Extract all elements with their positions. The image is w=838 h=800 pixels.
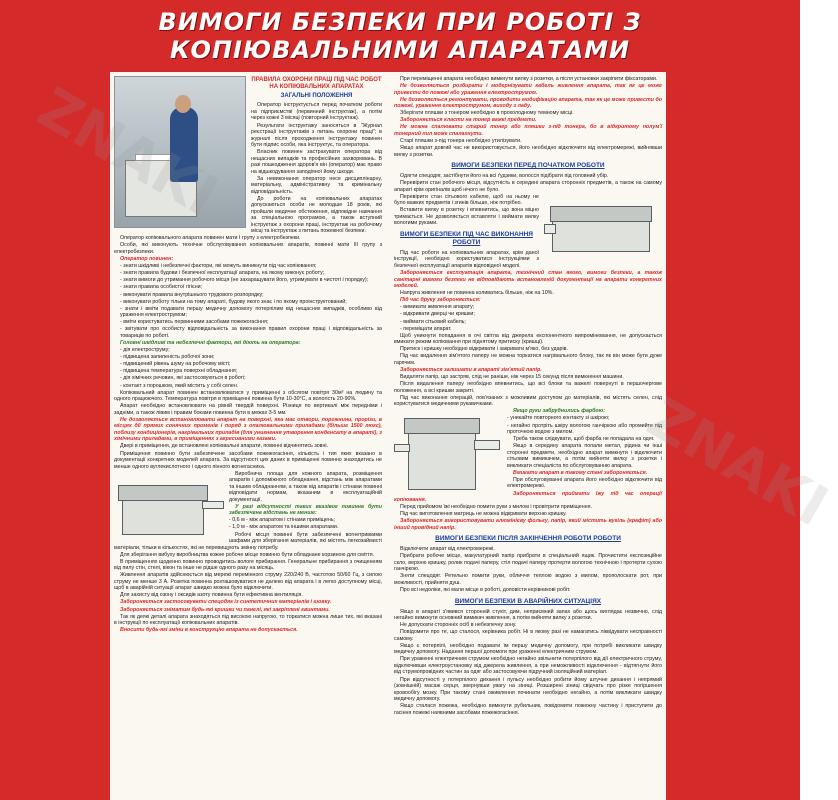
right-paragraph: Перевірити стан сітьового кабелю, щоб на ньому не було важких предметів і згинів більше, ніж потрібно. — [394, 193, 539, 207]
right-paragraph: Під час видалення зім'ятого паперу не можна торкатися нагрівального блоку, так як він може бути дуже гарячим. — [394, 353, 662, 366]
rules-title: ПРАВИЛА ОХОРОНИ ПРАЦІ ПІД ЧАС РОБОТ НА КОПІЮВАЛЬНИХ АПАРАТАХ — [251, 77, 382, 91]
right-paragraph: Старі пляшки з-під тонера необхідно утилізувати. — [400, 138, 522, 145]
left-paragraph: Результати інструктажу заносяться в "Журнал реєстрації інструктажів з питань охорони праці"; в журналі після проходження інструктажу повинен бути підпис особи, яка інструктує, та оператора. — [251, 122, 382, 148]
warning-text: Забороняється використовувати алюмінієву фольгу, папір, який містить вугіль (графіт) або інший провідний напір. — [394, 518, 662, 531]
duty-item: - знати вимоги до утримання робочого місця (не захаращувати його, утримувати в чистоті і порядку); — [120, 277, 369, 284]
forbid-item: - переміщати апарат. — [400, 325, 452, 332]
distance-title: У разі відсутності таких вказівок повинна бути забезпечена відстань не менше: — [229, 503, 382, 517]
hazard-item: - дія хімічних речовин, які застосовуються в роботі; — [120, 375, 246, 382]
warning-text: Забороняється зніматим будь-які кришки чи панелі, які закріплені гвинтами. — [120, 606, 330, 613]
hazard-item: - контакт з порошком, який містить у собі селен. — [120, 382, 239, 389]
warning-text: Забороняється залишати в апараті зім'ятий папір. — [400, 366, 542, 373]
hazard-item: - підвищена температура поверхні обладнання; — [120, 368, 238, 375]
warning-text: Забороняється приймати їжу під час операції копіювання. — [394, 490, 662, 503]
duty-item: - знати шкідливі і небезпечні фактори, які можуть виникнути під час копіювання; — [120, 263, 317, 270]
warning-text: Забороняється експлуатація апарата, технічний стан якого, вимоги безпеки, а також санітарні вимоги безпеки не відповідають встановленій документації на апарати конкретних моделей. — [394, 270, 662, 290]
content-panel — [110, 72, 666, 800]
right-column — [394, 76, 662, 800]
photo-paper-shape — [135, 154, 172, 161]
hazard-item: - дія електроструму; — [120, 347, 170, 354]
left-paragraph: Особи, які виконують технічне обслуговування копіювальних апаратів, повинні мати ІІІ групу з електробезпеки. — [114, 242, 382, 255]
warning-text: Не можна спалювати старий тонер або пляшки з-під тонера, бо в відкритому полум'ї тонерний пил може спалахнути. — [394, 124, 662, 137]
duty-item: - знати правила будови і безпечної експлуатації апарата, на якому виконує роботу; — [120, 270, 325, 277]
right-paragraph: Перед прийомом їжі необхідно помити руки з милом і провітрити приміщення. — [400, 504, 592, 511]
duty-item: - знати правила особистої гігієни; — [120, 284, 203, 291]
distance-item: - 1,0 м - між апаратом та іншими апаратами. — [229, 524, 339, 531]
right-paragraph: Про всі недоліки, які мали місце в роботі, доповісти керівникові робіт. — [400, 587, 571, 594]
left-paragraph: До роботи на копіювальних апаратах допускаються особи не молодше 18 років, які пройшли медичне обстеження, відповідне навчання за спеціальною програмою, а також вступний інструктаж з охорони праці, інструктаж на робочому місці та інструктаж з питань пожежної безпеки. — [251, 195, 382, 235]
duty-title: Оператор повинен: — [120, 256, 174, 263]
right-paragraph: Під час роботи на копіювальних апаратах, крім даної інструкції, необхідно користуватися інструкціями з безпечної експлуатації апаратів відповідної моделі. — [394, 249, 539, 269]
left-column — [114, 76, 382, 800]
right-paragraph: При переміщенні апарата необхідно вимкнути вилку з розетки, а після установки закрiпити фіксаторами. — [400, 76, 658, 82]
left-paragraph: Робочі місця повинні бути забезпечені вогнетривкими шафами для зберігання матеріалів, які містять легкозаймисті матеріали, тільки в кількостях, які не перевищують змінну потребу. — [114, 531, 382, 551]
right-paragraph: Під час виготовлення матриць не можна відкривати верхню кришку. — [400, 511, 567, 518]
right-paragraph: Після видалення паперу необхідно впевнитись, що всі блоки та важелі повернуті в першочергове положення, а всі кришки закриті. — [394, 381, 662, 394]
left-paragraph: Для зберігання вибуху виробництва кожне робоче місце повинно бути обладнане корзиною для сміття. — [120, 551, 375, 558]
right-paragraph: Зняти спецодяг. Ретельно помити руки, обличчя теплою водою з милом, прополоскати рот, при можливості, прийняти душ. — [394, 573, 662, 586]
during-work-title: ВИМОГИ БЕЗПЕКИ ПІД ЧАС ВИКОНАННЯ РОБОТИ — [400, 230, 533, 246]
duty-item: - звітувати про особисту відповідальність за виконання правил охорони праці і відповідальність за товариців по роботі. — [120, 326, 382, 339]
right-paragraph: Одягти спецодяг, застібнути його на всі ґудзики, волосся підібрати під головний убір. — [400, 173, 609, 180]
right-paragraph: При відсутності у потерпілого дихання і пульсу необхідно робити йому штучне дихання і непрямий (зовнішній) масаж серця, звернувши увагу на зіниці. Розширені зіниці свідчать про різке погіршення кровообігу мозку. При такому стані оживлення починати необхідно негайно, а потім викликати швидку медичну допомогу. — [394, 676, 662, 703]
right-paragraph: Відключити апарат від електромережі. — [400, 546, 495, 553]
left-paragraph: Оператор копіювального апарата повинен мати І групу з електробезпеки. — [120, 235, 301, 242]
hazard-title: Головні шкідливі та небезпечні фактори, які діють на оператора: — [120, 340, 301, 346]
before-work-title: ВИМОГИ БЕЗПЕКИ ПЕРЕД ПОЧАТКОМ РОБОТИ — [451, 162, 605, 170]
warning-text: Вмикати апарат в такому стані забороняється. — [513, 469, 648, 476]
left-paragraph: За невиконання оператор несе дисциплінарну, матеріальну, адміністративну та кримінальну відповідальність. — [251, 175, 382, 195]
warning-text: Забороняється класти на тонер важкі предмети. — [400, 117, 537, 124]
copier-illustration-2 — [544, 194, 662, 260]
warning-text: Не дозволяється ремонтувати, проводити модифікацію апарата, так як це може привести до пожежі, ураження електрострумом, виходу з ладу. — [394, 96, 662, 110]
watermark-text: ZNAKI — [636, 385, 838, 540]
left-paragraph: Для захисту від озону і оксидів азоту повинна бути ефективна вентиляція. — [120, 592, 303, 599]
hazard-item: - підвищений рівень шуму на робочому місті; — [120, 361, 231, 368]
right-paragraph: Напруга живлення не повинна коливатись більше, ніж на 10%. — [400, 290, 554, 297]
dirty-hands-title: Якщо руки забруднились фарбою: — [513, 408, 606, 415]
right-paragraph: Прибрати робоче місце, макулатурний папір прибрати в спеціальний ящик. Прочистити експозиційне скло, верхню кришку, ролик подачі паперу, стіл подачі паперу протерти вологою технічною і протерти сухою ганчіркою. — [394, 553, 662, 573]
dirty-hands-item: - уникайте повторного контакту зі шкірою; — [507, 415, 610, 422]
warning-text: Не дозволяється розбирати і модернізувати кабель живлення апарата, так як це може привести до пожежі або ураження електрострумом. — [394, 83, 662, 96]
right-paragraph: Зберігати пляшки з тонером необхідно в прохолодному темному місці. — [400, 110, 574, 117]
right-paragraph: Якщо сталася пожежа, необхідно вимкнути рубильник, повідомити пожежну частину і приступити до гасіння пожежі наявними засобами пожежогасіння. — [394, 703, 662, 716]
left-paragraph: Оператор інструктується перед початком роботи на підприємстві (первинний інструктаж), а потім через кожні 3 місяці (повторний інструктаж). — [251, 102, 382, 122]
right-paragraph: Якщо в середину апарата попали метал, рідина чи інші сторонні предмети, необхідно апарат вимкнути і відключити сітьовим вимикачем, а потім вийняти вилку з розетки і викликати спеціаліста по обслуговуванню апарата. — [507, 443, 662, 469]
left-paragraph: Живлення апаратів здійснюється від мережі перемінного струму 220/240 В, частотою 50/60 Гц, з силою струму не менше 3 А. Розетка повинна розташовуватися не далеко від апарата і в легко доступному місці, щоб в аварійній ситуації апарат швидко можна було відключити. — [114, 572, 382, 592]
right-paragraph: Щоб уникнути попадання в очі світла від джерела експонентного випромінювання, не допускається вмикати режим копіювання при піднятому притиску (кришці). — [394, 332, 662, 346]
after-work-title: ВИМОГИ БЕЗПЕКИ ПІСЛЯ ЗАКІНЧЕННЯ РОБОТИ РОБОТИ — [435, 535, 621, 543]
photo-head-shape — [175, 95, 191, 113]
right-paragraph: Перевірити стан робочого місця, відсутність в середині апарата сторонніх предметів, а також на самому апараті крім оригіналів щоб нічого не було. — [394, 180, 662, 193]
right-paragraph: Не допускати сторонніх осіб в небезпечну зону. — [400, 622, 517, 629]
title-line-1: ВИМОГИ БЕЗПЕКИ ПРИ РОБОТІ З — [158, 8, 642, 36]
right-paragraph: Притиск і кришку необхідно відкривати і закривати м'яко, без ударів. — [400, 346, 568, 353]
copier-illustration-1 — [114, 471, 224, 541]
right-paragraph: При ураженні електричним струмом необхідно негайно звільнити потерпілого від дії електричного струму, відключивши електроустановку від джерела живлення, а при неможливості відключення - відтягнути його від струмопровідних частин за одяг або застосовуючи підручний ізоляційний матеріал. — [394, 656, 662, 676]
warning-text: Забороняється застосовувати спецодяг із синтетичних матеріалів і шовку. — [120, 599, 332, 606]
left-paragraph: Двері в приміщення, де встановлені копіювальні апарати, повинні відчинятись зовні. — [120, 443, 329, 450]
right-paragraph: Під час виконання операцій, пов'язаних з можливим доступом до матеріалів, які містять селен, слід користуватися медичними рукавичками. — [394, 394, 662, 408]
distance-item: - 0,6 м - між апаратом і стінами приміщень; — [229, 517, 336, 524]
right-paragraph: При обслуговуванні апарата його необхідно відключити від електромережі. — [507, 476, 662, 490]
operator-photo — [114, 76, 246, 228]
copier-illustration-3 — [394, 408, 502, 494]
title-line-2: КОПІЮВАЛЬНИМИ АПАРАТАМИ — [169, 36, 631, 64]
title-band — [0, 0, 800, 72]
right-paragraph: Повідомити про те, що сталося, керівника робіт. Ні в якому разі не намагатись ліквідувати несправності самому. — [394, 629, 662, 642]
right-paragraph: Якщо є потерпілі, необхідно подавати їм першу медичну допомогу, при потребі викликати швидку медичну допомогу. Надання першої допомоги при ураженні електричним струмом. — [394, 642, 662, 656]
left-paragraph: Так як деякі деталі апарата знаходяться під високою напругою, то торкатися можна лише тих, які вказані в інструкції по експлуатації копіювальних апаратів. — [114, 613, 382, 627]
right-paragraph: Видаляти папір, що застряв, слід не раніше, ніж через 15 секунд після вимкнення машини. — [400, 374, 624, 381]
duty-item: - вміти користуватись первинними засобами пожежогасіння; — [120, 319, 269, 326]
right-paragraph: Якщо апарат довгий час не використовується, його необхідно відключити від електромережі, вийнявши вилку з розетки. — [394, 145, 662, 158]
operator-photo-image — [114, 76, 246, 228]
forbid-item: - відкривати дверці чи кришки; — [400, 311, 475, 318]
duty-item: - знати і вміти подавати першу медичну допомогу потерпілим від нещасних випадків, особливо від ураження електрострумом; — [120, 305, 382, 319]
photo-person-shape — [170, 107, 198, 182]
left-paragraph: Приміщення повинно бути забезпечене засобами пожежогасіння, кількість і тип яких вказано в документації конкретних моделей апарата. За відсутності цих даних в приміщенні повинно знаходитись не менше одного вуглекислотного і одного пінного вогнегасника. — [114, 450, 382, 470]
warning-text: Не дозволяється встановлювати апарат на поверхні, яка має отвори, порожнини, прорізи, в місцях дії прямих сонячних променів і поряд з опалювальними приладами (більше 1500 люкс), поблизу кондиціонерів, нагрівальних приладів (для уникнення утворення конденсату в апараті), з хімічними приладами, в приміщеннях з агресивними газами. — [114, 416, 382, 443]
general-title: ЗАГАЛЬНІ ПОЛОЖЕННЯ — [280, 93, 353, 100]
right-paragraph: Треба також слідкувати, щоб фарба не попадала на одяг. — [513, 436, 655, 443]
forbid-item: - виймати сітьовий кабель; — [400, 318, 466, 325]
emergency-title: ВИМОГИ БЕЗПЕКИ В АВАРІЙНИХ СИТУАЦІЯХ — [454, 597, 602, 605]
left-paragraph: Власник повинен застрахувати оператора від нещасних випадків та професійних захворювань. В разі пошкодження здоров'я він (оператор) має право на відшкодування заподіяної йому шкоди. — [251, 149, 382, 175]
right-paragraph: Вставити вилку в розетку і впевнитись, що вона міцно тримається. Не дозволяється вставляти і виймати вилку вологими руками. — [394, 207, 539, 227]
hazard-item: - підвищена запиленість робочої зони; — [120, 354, 215, 361]
left-paragraph: Апарат необхідно встановлювати на рівній твердій поверхні. Різниця по вертикалі між передніми і задніми, а також лівим і правим боками повинна бути в межах 3-5 мм. — [114, 403, 382, 416]
forbid-item: - вимикати живлення апарату; — [400, 304, 475, 311]
left-paragraph: В приміщеннях щоденно повинно проводитись вологе прибирання. Генеральне прибирання з очищенням від пилу стін, стелі, вікон та інше не рідше одного разу на місяць. — [114, 558, 382, 572]
left-paragraph: Копіювальний апарат повинен встановлюватися у приміщенні з обсягом повітря 30м³ на людину та одного працюючого. Температура повітря в приміщенні повинна бути 10-30°С, а вологість 20-90%. — [114, 389, 382, 403]
duty-item: - виконувати роботу тільки на тому апараті, будову якого знає і по якому проінструктований; — [120, 298, 347, 305]
dirty-hands-item: - негайно протріть шкіру вологою ганчіркою або промийте під проточною водою з милом. — [507, 422, 662, 436]
left-paragraph: Виробнича площа для кожного апарата, розміщення апаратів і допоміжного обладнання, відстань між апаратами та іншим обладнанням, а також від апаратів і стінами повинні відповідати нормам, вказаним в експлуатаційній документації. — [229, 470, 382, 503]
duty-item: - виконувати правила внутрішнього трудового розпорядку; — [120, 291, 264, 298]
warning-text: Вносити будь-які зміни в конструкцію апарата не допускається. — [120, 627, 298, 634]
right-paragraph: Якщо в апараті з'явився сторонній стукіт, дим, неприємний запах або щось виглядає незвично, слід негайно вимкнути основний вимикач живлення, а потім вийняти вилку з розетки. — [394, 608, 662, 622]
forbid-title: Під час друку забороняється: — [400, 297, 481, 304]
